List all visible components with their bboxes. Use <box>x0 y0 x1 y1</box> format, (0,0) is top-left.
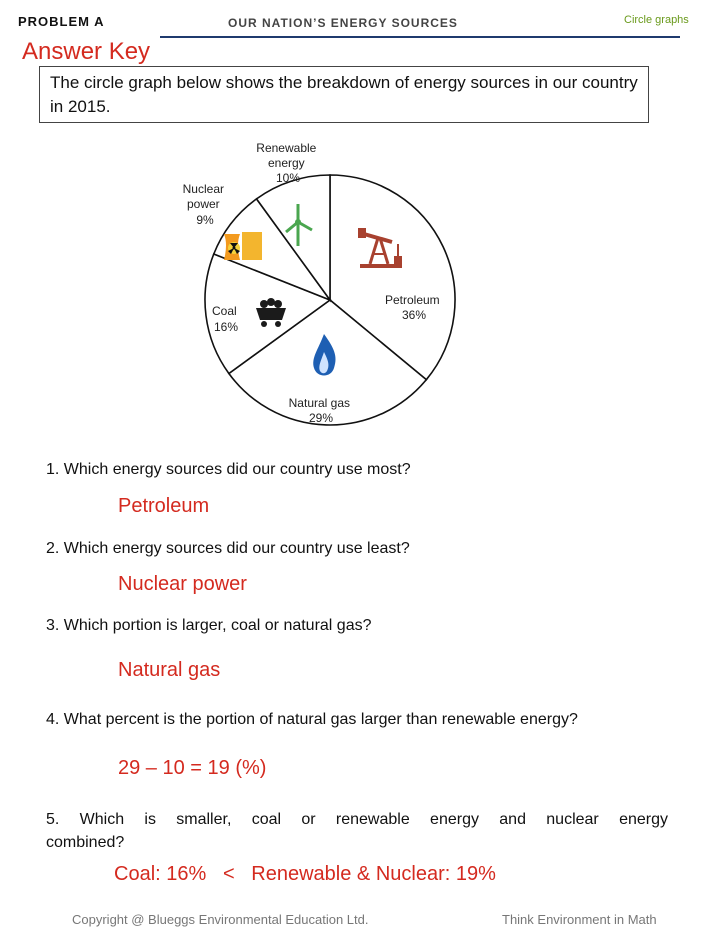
label-nuclear-line1: Nuclear <box>182 182 225 196</box>
label-natural-gas-line1: Natural gas <box>288 396 351 410</box>
label-renewable-value: 10% <box>275 171 301 185</box>
page-heading: OUR NATION’S ENERGY SOURCES <box>228 16 458 30</box>
label-renewable-line1: Renewable <box>256 141 317 155</box>
intro-text: The circle graph below shows the breakdown of energy sources in our country in 2015. <box>50 73 638 116</box>
nuclear-plant-icon <box>224 232 262 260</box>
answer-1: Petroleum <box>118 495 210 517</box>
answer-key-title: Answer Key <box>22 38 151 65</box>
label-nuclear <box>183 182 228 227</box>
label-renewable-line2: energy <box>267 156 305 170</box>
label-nuclear-line2: power <box>186 197 220 211</box>
label-petroleum-value: 36% <box>401 308 427 322</box>
label-coal-line1: Coal <box>211 304 237 318</box>
question-5-line2: combined? <box>46 834 125 851</box>
answer-3: Natural gas <box>118 659 221 681</box>
topic-label: Circle graphs <box>624 14 689 26</box>
question-5 <box>46 808 668 854</box>
problem-label: PROBLEM A <box>18 14 105 29</box>
question-5-line1: 5. Which is smaller, coal or renewable energy and nuclear energy <box>46 811 668 828</box>
question-1: 1. Which energy sources did our country use most? <box>46 461 411 478</box>
answer-5: Coal: 16% < Renewable & Nuclear: 19% <box>114 863 496 885</box>
label-coal-value: 16% <box>213 320 239 334</box>
footer-slogan: Think Environment in Math <box>502 912 657 927</box>
answer-2: Nuclear power <box>118 573 247 595</box>
footer-copyright: Copyright @ Blueggs Environmental Education Ltd. <box>72 912 369 927</box>
label-nuclear-value: 9% <box>196 213 214 227</box>
header-rule <box>160 36 680 38</box>
label-natural-gas-value: 29% <box>308 411 334 425</box>
question-4: 4. What percent is the portion of natural gas larger than renewable energy? <box>46 711 578 728</box>
question-3: 3. Which portion is larger, coal or natural gas? <box>46 617 372 634</box>
answer-4: 29 – 10 = 19 (%) <box>118 757 267 779</box>
intro-box <box>39 66 649 123</box>
label-petroleum-line1: Petroleum <box>384 293 440 307</box>
question-2: 2. Which energy sources did our country use least? <box>46 540 410 557</box>
pie-chart <box>150 138 470 438</box>
